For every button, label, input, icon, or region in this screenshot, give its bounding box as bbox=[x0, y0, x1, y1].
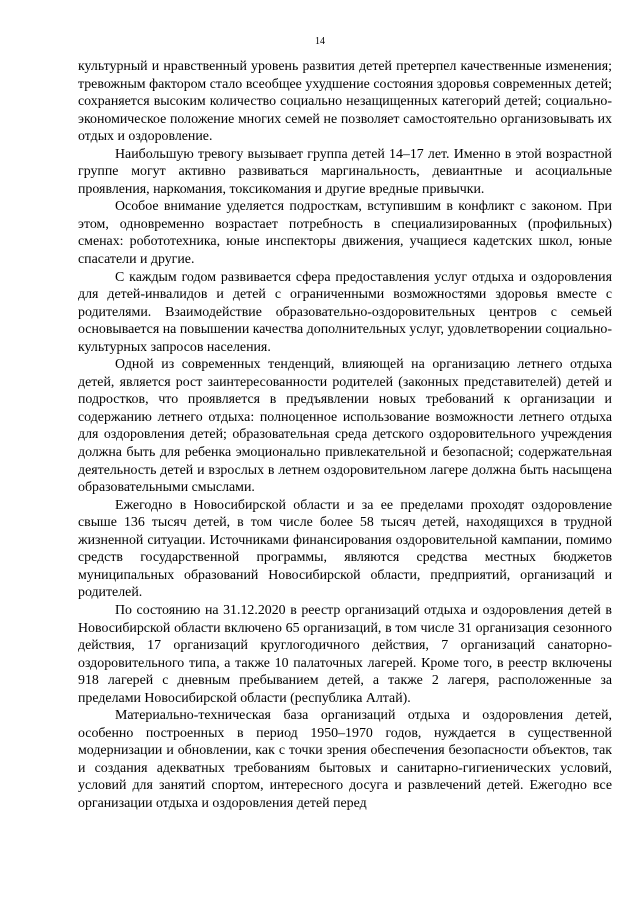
paragraph: По состоянию на 31.12.2020 в реестр организаций отдыха и оздоровления детей в Новосибирской области включено 65 организаций, в том числе 31 организация сезонного действия, 17 организаций круглогодичного действия, 7 организаций санаторно-оздоровительного типа, а также 10 палаточных лагерей. Кроме того, в реестр включены 918 лагерей с дневным пребыванием детей, а также 2 лагеря, расположенные за пределами Новосибирской области (республика Алтай). bbox=[78, 602, 612, 706]
paragraph: Ежегодно в Новосибирской области и за ее пределами проходят оздоровление свыше 136 тысяч детей, в том числе более 58 тысяч детей, находящихся в трудной жизненной ситуации. Источниками финансирования оздоровительной кампании, помимо средств государственной программы, являются средства местных бюджетов муниципальных образований Новосибирской области, предприятий, организаций и родителей. bbox=[78, 497, 612, 601]
paragraph: Материально-техническая база организаций отдыха и оздоровления детей, особенно построенных в период 1950–1970 годов, нуждается в существенной модернизации и обновлении, как с точки зрения обеспечения безопасности объектов, так и создания адекватных требованиям бытовых и санитарно-гигиенических условий, условий для занятий спортом, интересного досуга и развлечений детей. Ежегодно все организации отдыха и оздоровления детей перед bbox=[78, 708, 612, 811]
paragraph: Особое внимание уделяется подросткам, вступившим в конфликт с законом. При этом, одновременно возрастает потребность в специализированных (профильных) сменах: робототехника, юные инспекторы движения, учащиеся кадетских школ, юные спасатели и другие. bbox=[78, 199, 612, 268]
paragraph-continued: культурный и нравственный уровень развития детей претерпел качественные изменения; тревожным фактором стало всеобщее ухудшение состояния здоровья современных детей; сохраняется высоким количество социально незащищенных категорий детей; социально-экономическое положение многих семей не позволяет самостоятельно организовывать их отдых и оздоровление. bbox=[78, 59, 612, 145]
paragraph: Наибольшую тревогу вызывает группа детей 14–17 лет. Именно в этой возрастной группе могут активно развиваться маргинальность, девиантные и асоциальные проявления, наркомания, токсикомания и другие вредные привычки. bbox=[78, 146, 612, 197]
document-body bbox=[78, 58, 612, 813]
page-number: 14 bbox=[315, 36, 325, 47]
paragraph: С каждым годом развивается сфера предоставления услуг отдыха и оздоровления для детей-инвалидов и детей с ограниченными возможностями здоровья вместе с родителями. Взаимодействие образовательно-оздоровительных центров с семьей основывается на повышении качества дополнительных услуг, удовлетворении социально- культурных запросов населения. bbox=[78, 269, 612, 355]
paragraph: Одной из современных тенденций, влияющей на организацию летнего отдыха детей, является рост заинтересованности родителей (законных представителей) детей и подростков, что проявляется в предъявлении новых требований к организации и содержанию летнего отдыха: полноценное использование возможности летнего отдыха для оздоровления детей; образовательная среда детского оздоровительного учреждения должна быть для ребенка эмоционально привлекательной и безопасной; содержательная деятельность детей и взрослых в летнем оздоровительном лагере должна быть насыщена образовательными смыслами. bbox=[78, 357, 612, 496]
